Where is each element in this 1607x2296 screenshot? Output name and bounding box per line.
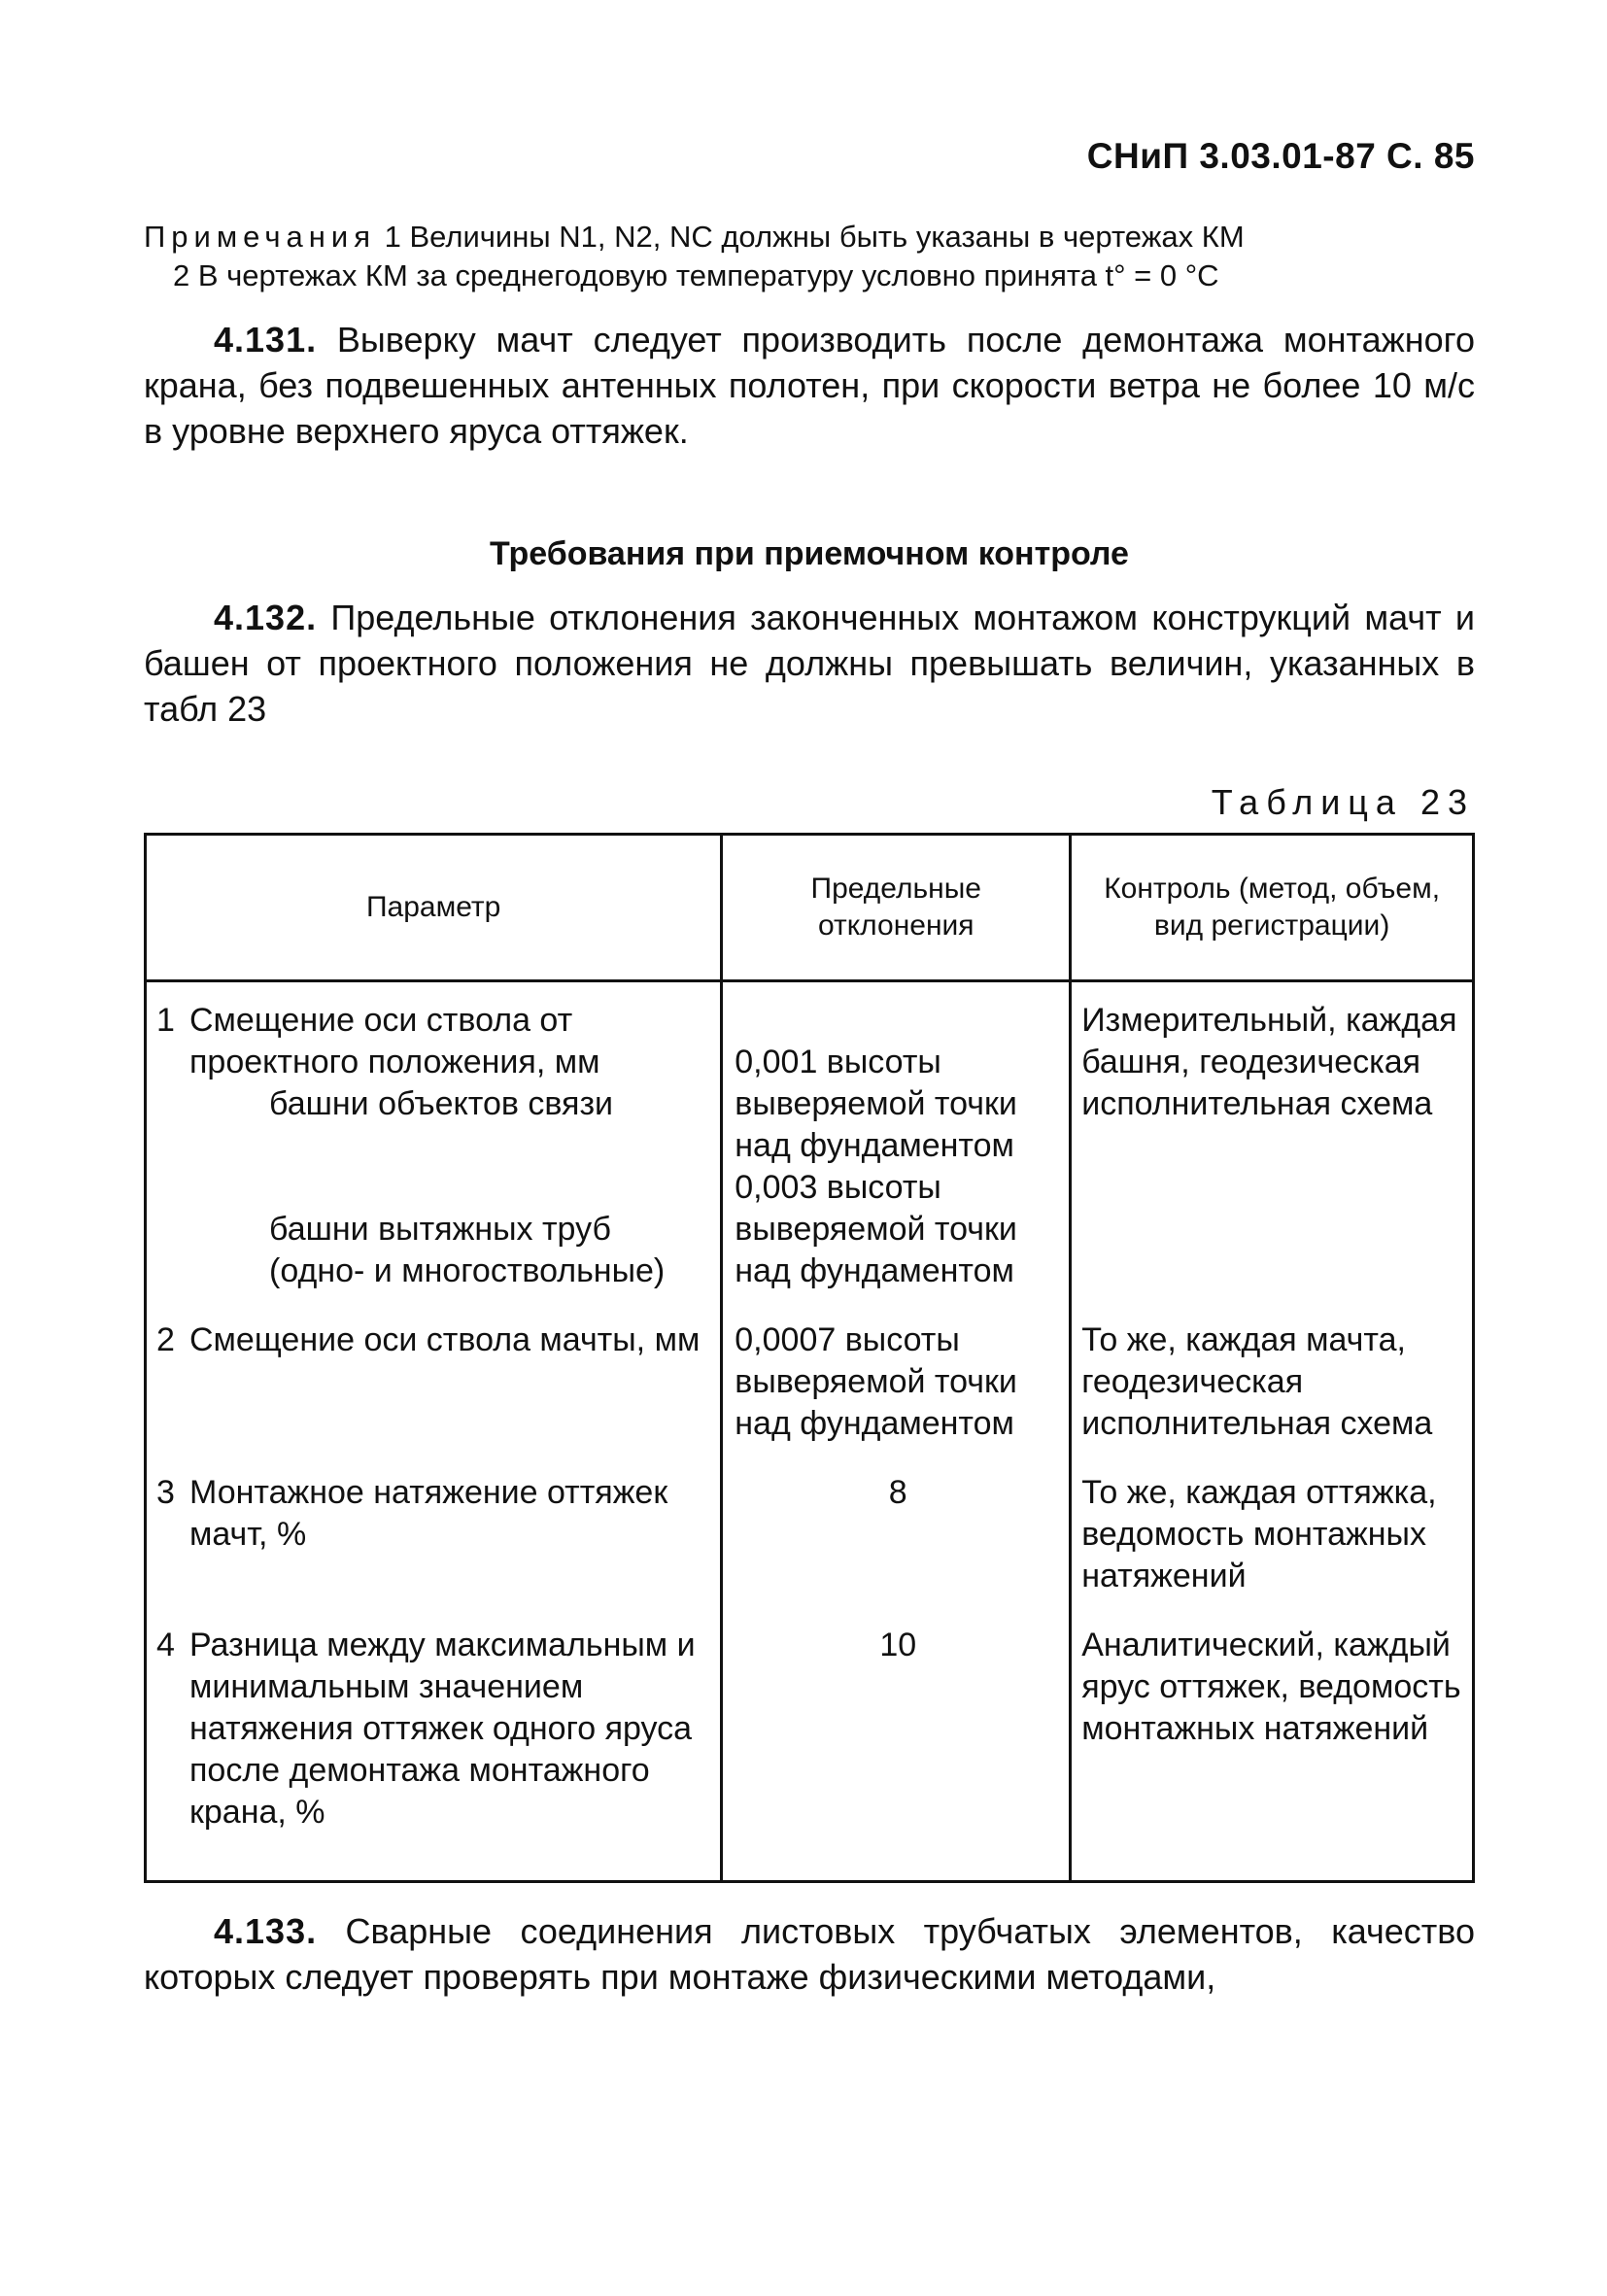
header-control: Контроль (метод, объем, вид регистрации) (1071, 835, 1474, 981)
paragraph-4-132 (144, 595, 1475, 732)
control-cell (1071, 981, 1474, 1303)
deviation-cell (722, 1455, 1071, 1607)
param-text: Смещение оси ствола мачты, мм (189, 1321, 701, 1358)
table-row (146, 981, 1474, 1303)
document-page (144, 136, 1475, 2000)
control-cell (1071, 1455, 1474, 1607)
param-cell (146, 1302, 722, 1455)
note-1-text: 1 Величины N1, N2, NC должны быть указаны в чертежах КМ (384, 220, 1245, 254)
paragraph-text: Предельные отклонения законченных монтажом конструкций мачт и башен от проектного положения не должны превышать величин, указанных в табл 23 (144, 598, 1475, 729)
param-sub-2: башни вытяжных труб (одно- и многоствольные) (269, 1211, 666, 1289)
param-text: Разница между максимальным и минимальным значением натяжения оттяжек одного яруса после демонтажа монтажного крана, % (189, 1627, 696, 1831)
row-number: 1 (156, 1002, 175, 1039)
table-row (146, 1302, 1474, 1455)
deviation-cell (722, 1607, 1071, 1882)
header-deviation: Предельные отклонения (722, 835, 1071, 981)
param-text: Монтажное натяжение оттяжек мачт, % (189, 1474, 668, 1553)
row-number: 2 (156, 1321, 175, 1358)
control-text: То же, каждая оттяжка, ведомость монтажных натяжений (1081, 1474, 1437, 1594)
row-number: 4 (156, 1627, 175, 1663)
param-sub-1: башни объектов связи (269, 1085, 614, 1122)
header-parameter: Параметр (146, 835, 722, 981)
table-row (146, 1607, 1474, 1882)
section-title: Требования при приемочном контроле (490, 535, 1129, 572)
control-text: То же, каждая мачта, геодезическая исполнительная схема (1081, 1321, 1433, 1442)
paragraph-4-131 (144, 317, 1475, 454)
table-23 (144, 833, 1475, 1883)
paragraph-4-133 (144, 1908, 1475, 2000)
deviation-2: 0,003 высоты выверяемой точки над фундаментом (735, 1169, 1017, 1289)
deviation-text: 10 (879, 1627, 917, 1663)
deviation-cell (722, 981, 1071, 1303)
paragraph-text: Сварные соединения листовых трубчатых элементов, качество которых следует проверять при монтаже физическими методами, (144, 1911, 1475, 1997)
paragraph-number: 4.131. (214, 320, 318, 360)
deviation-text: 8 (888, 1474, 907, 1511)
param-text: Смещение оси ствола от проектного положения, мм (189, 1002, 600, 1080)
control-cell (1071, 1302, 1474, 1455)
table-label: Таблица 23 (1211, 782, 1475, 822)
deviation-text: 0,0007 высоты выверяемой точки над фундаментом (735, 1321, 1017, 1442)
param-cell (146, 1607, 722, 1882)
control-text: Измерительный, каждая башня, геодезическая исполнительная схема (1081, 1002, 1457, 1122)
control-cell (1071, 1607, 1474, 1882)
note-1 (144, 218, 1475, 257)
deviation-1: 0,001 высоты выверяемой точки над фундаментом (735, 1044, 1017, 1164)
table-header-row (146, 835, 1474, 981)
param-cell (146, 981, 722, 1303)
param-cell (146, 1455, 722, 1607)
paragraph-number: 4.133. (214, 1911, 318, 1951)
page-header: СНиП 3.03.01-87 С. 85 (1086, 136, 1475, 176)
paragraph-text: Выверку мачт следует производить после демонтажа монтажного крана, без подвешенных антенных полотен, при скорости ветра не более 10 м/с в уровне верхнего яруса оттяжек. (144, 320, 1475, 451)
row-number: 3 (156, 1474, 175, 1511)
deviation-cell (722, 1302, 1071, 1455)
paragraph-number: 4.132. (214, 598, 318, 637)
table-row (146, 1455, 1474, 1607)
notes (144, 218, 1475, 295)
notes-label: Примечания (144, 220, 376, 254)
control-text: Аналитический, каждый ярус оттяжек, ведомость монтажных натяжений (1081, 1627, 1461, 1747)
note-2: 2 В чертежах КМ за среднегодовую температуру условно принята t° = 0 °C (173, 258, 1219, 292)
